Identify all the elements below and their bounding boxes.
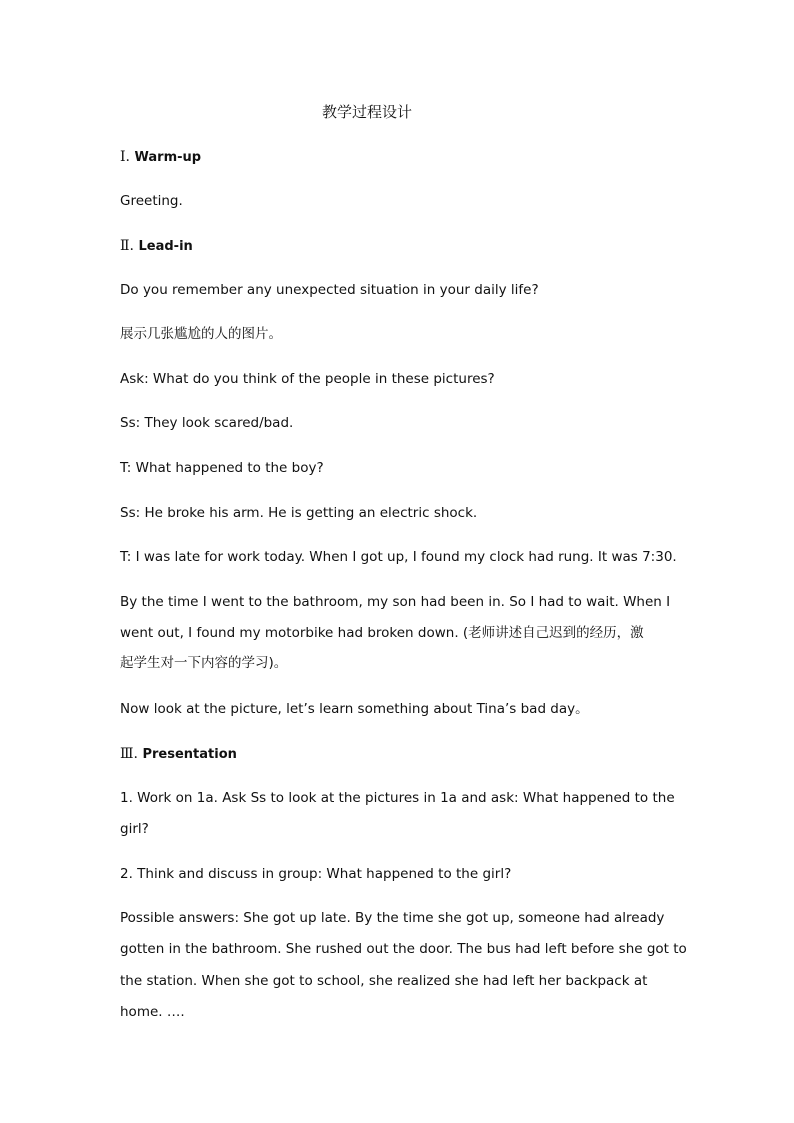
section-numeral: Ⅲ.	[120, 746, 138, 762]
paragraph-story-line-2: went out, I found my motorbike had broken down. (老师讲述自己迟到的经历，激	[120, 625, 644, 641]
section-numeral: Ⅰ.	[120, 149, 130, 165]
paragraph-answers-line-1: Possible answers: She got up late. By the time she got up, someone had already	[120, 910, 665, 926]
paragraph-show-pictures: 展示几张尴尬的人的图片。	[120, 326, 282, 342]
paragraph-ss-2: Ss: He broke his arm. He is getting an electric shock.	[120, 505, 478, 521]
paragraph-story-line-3: 起学生对一下内容的学习)。	[120, 655, 288, 671]
section-label: Lead-in	[133, 239, 193, 254]
paragraph-t-1: T: What happened to the boy?	[120, 460, 324, 476]
list-item-2: 2. Think and discuss in group: What happened to the girl?	[120, 866, 512, 882]
section-label: Warm-up	[129, 150, 202, 165]
section-heading-leadin	[120, 237, 680, 256]
section-heading-warmup	[120, 148, 680, 167]
section-label: Presentation	[137, 747, 237, 762]
paragraph-t-2: T: I was late for work today. When I got up, I found my clock had rung. It was 7:30.	[120, 549, 677, 565]
paragraph-answers-line-2: gotten in the bathroom. She rushed out the door. The bus had left before she got to	[120, 941, 687, 957]
paragraph-ss-1: Ss: They look scared/bad.	[120, 415, 294, 431]
list-item-1-line-2: girl?	[120, 821, 149, 837]
paragraph-ask: Ask: What do you think of the people in these pictures?	[120, 371, 495, 387]
paragraph-now-look: Now look at the picture, let’s learn something about Tina’s bad day。	[120, 701, 589, 717]
section-numeral: Ⅱ.	[120, 238, 134, 254]
list-item-1-line-1: 1. Work on 1a. Ask Ss to look at the pictures in 1a and ask: What happened to the	[120, 790, 675, 806]
paragraph-answers-line-4: home. ….	[120, 1004, 185, 1020]
page-title: 教学过程设计	[321, 103, 412, 121]
paragraph-answers-line-3: the station. When she got to school, she realized she had left her backpack at	[120, 973, 648, 989]
paragraph-greeting: Greeting.	[120, 193, 183, 209]
paragraph-story-line-1: By the time I went to the bathroom, my son had been in. So I had to wait. When I	[120, 594, 671, 610]
paragraph-question: Do you remember any unexpected situation in your daily life?	[120, 282, 539, 298]
section-heading-presentation	[120, 745, 680, 764]
